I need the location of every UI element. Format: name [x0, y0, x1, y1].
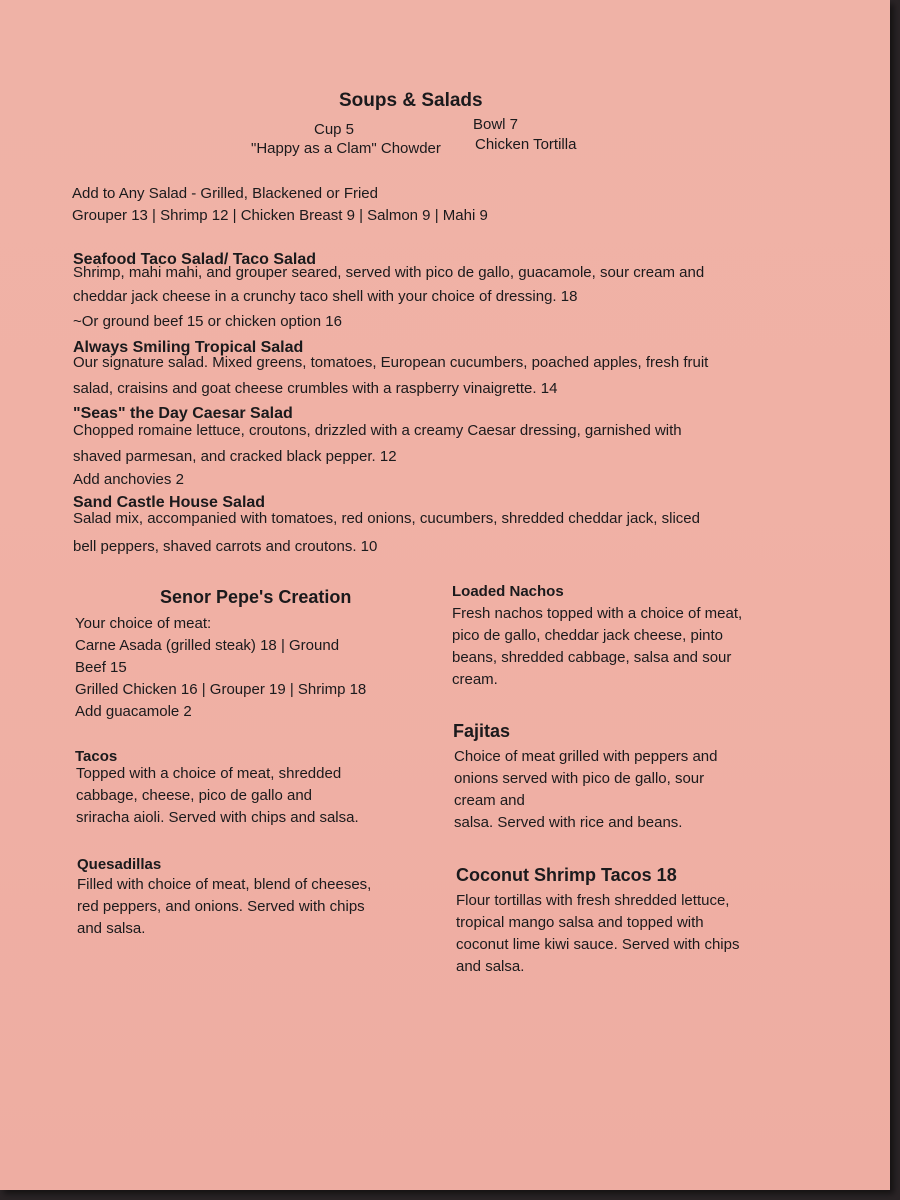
- item-desc-loaded-nachos: [452, 603, 742, 691]
- item-name-coconut-shrimp-tacos: Coconut Shrimp Tacos 18: [456, 865, 677, 885]
- item-desc-quesadillas: [77, 874, 371, 940]
- item-desc-seafood-taco-salad: [73, 262, 704, 333]
- desc-line: Flour tortillas with fresh shredded lettuce,: [456, 892, 730, 909]
- desc-line: Our signature salad. Mixed greens, tomatoes, European cucumbers, poached apples, fresh fruit: [73, 354, 709, 371]
- item-desc-tropical-salad: [73, 352, 708, 400]
- pepe-line: Carne Asada (grilled steak) 18 | Ground: [75, 637, 340, 654]
- pepe-line: Your choice of meat:: [75, 615, 212, 632]
- desc-line: Choice of meat grilled with peppers and: [454, 748, 718, 765]
- item-desc-fajitas: [454, 746, 717, 834]
- item-desc-house-salad: [73, 508, 700, 558]
- item-name-loaded-nachos: Loaded Nachos: [452, 583, 564, 600]
- pepe-line: Grilled Chicken 16 | Grouper 19 | Shrimp 18: [75, 681, 367, 698]
- desc-line: tropical mango salsa and topped with: [456, 914, 704, 931]
- desc-line: onions served with pico de gallo, sour: [454, 770, 705, 787]
- desc-line: and salsa.: [456, 958, 525, 975]
- desc-line: pico de gallo, cheddar jack cheese, pinto: [452, 627, 724, 644]
- add-to-salad-prices: Grouper 13 | Shrimp 12 | Chicken Breast 9 | Salmon 9 | Mahi 9: [72, 207, 488, 224]
- bowl-price: Bowl 7: [473, 116, 519, 133]
- soup-chowder: "Happy as a Clam" Chowder: [251, 140, 441, 157]
- item-desc-tacos: [76, 763, 359, 829]
- desc-line: salad, craisins and goat cheese crumbles with a raspberry vinaigrette. 14: [73, 380, 558, 397]
- desc-line: and salsa.: [77, 920, 146, 937]
- desc-line: Filled with choice of meat, blend of cheeses,: [77, 876, 372, 893]
- section-title-senor-pepe: Senor Pepe's Creation: [160, 587, 352, 607]
- item-name-tacos: Tacos: [75, 748, 118, 765]
- desc-line: cream.: [452, 671, 498, 688]
- section-title-soups-salads: Soups & Salads: [339, 90, 483, 111]
- desc-line: Salad mix, accompanied with tomatoes, red onions, cucumbers, shredded cheddar jack, sliced: [73, 510, 700, 527]
- item-name-house-salad: Sand Castle House Salad: [73, 494, 266, 511]
- item-name-quesadillas: Quesadillas: [77, 856, 162, 873]
- desc-line: Topped with a choice of meat, shredded: [76, 765, 342, 782]
- pepe-line: Add guacamole 2: [75, 703, 192, 720]
- item-name-tropical-salad: Always Smiling Tropical Salad: [73, 339, 304, 356]
- desc-line: Fresh nachos topped with a choice of meat,: [452, 605, 743, 622]
- item-name-seafood-taco-salad: Seafood Taco Salad/ Taco Salad: [73, 251, 317, 268]
- pepe-line: Beef 15: [75, 659, 127, 676]
- desc-line: Shrimp, mahi mahi, and grouper seared, served with pico de gallo, guacamole, sour cream and: [73, 264, 705, 281]
- desc-line: coconut lime kiwi sauce. Served with chips: [456, 936, 740, 953]
- desc-line: bell peppers, shaved carrots and croutons. 10: [73, 538, 378, 555]
- desc-line: cheddar jack cheese in a crunchy taco shell with your choice of dressing. 18: [73, 288, 578, 305]
- desc-line: sriracha aioli. Served with chips and salsa.: [76, 809, 359, 826]
- desc-line: shaved parmesan, and cracked black pepper. 12: [73, 448, 397, 465]
- desc-line: red peppers, and onions. Served with chips: [77, 898, 365, 915]
- desc-line: Add anchovies 2: [73, 471, 184, 488]
- cup-price: Cup 5: [314, 121, 355, 138]
- soup-chicken-tortilla: Chicken Tortilla: [475, 136, 577, 153]
- pepe-meat-choices: [75, 613, 366, 723]
- item-name-fajitas: Fajitas: [453, 721, 511, 741]
- desc-line: Chopped romaine lettuce, croutons, drizzled with a creamy Caesar dressing, garnished with: [73, 422, 682, 439]
- desc-line: cabbage, cheese, pico de gallo and: [76, 787, 313, 804]
- desc-line: beans, shredded cabbage, salsa and sour: [452, 649, 732, 666]
- desc-line: cream and: [454, 792, 525, 809]
- desc-line: salsa. Served with rice and beans.: [454, 814, 683, 831]
- item-desc-caesar-salad: [73, 420, 682, 491]
- item-desc-coconut-shrimp-tacos: [456, 890, 739, 978]
- add-to-salad-line: Add to Any Salad - Grilled, Blackened or Fried: [72, 185, 378, 202]
- desc-line: ~Or ground beef 15 or chicken option 16: [73, 313, 342, 330]
- item-name-caesar-salad: "Seas" the Day Caesar Salad: [73, 405, 293, 422]
